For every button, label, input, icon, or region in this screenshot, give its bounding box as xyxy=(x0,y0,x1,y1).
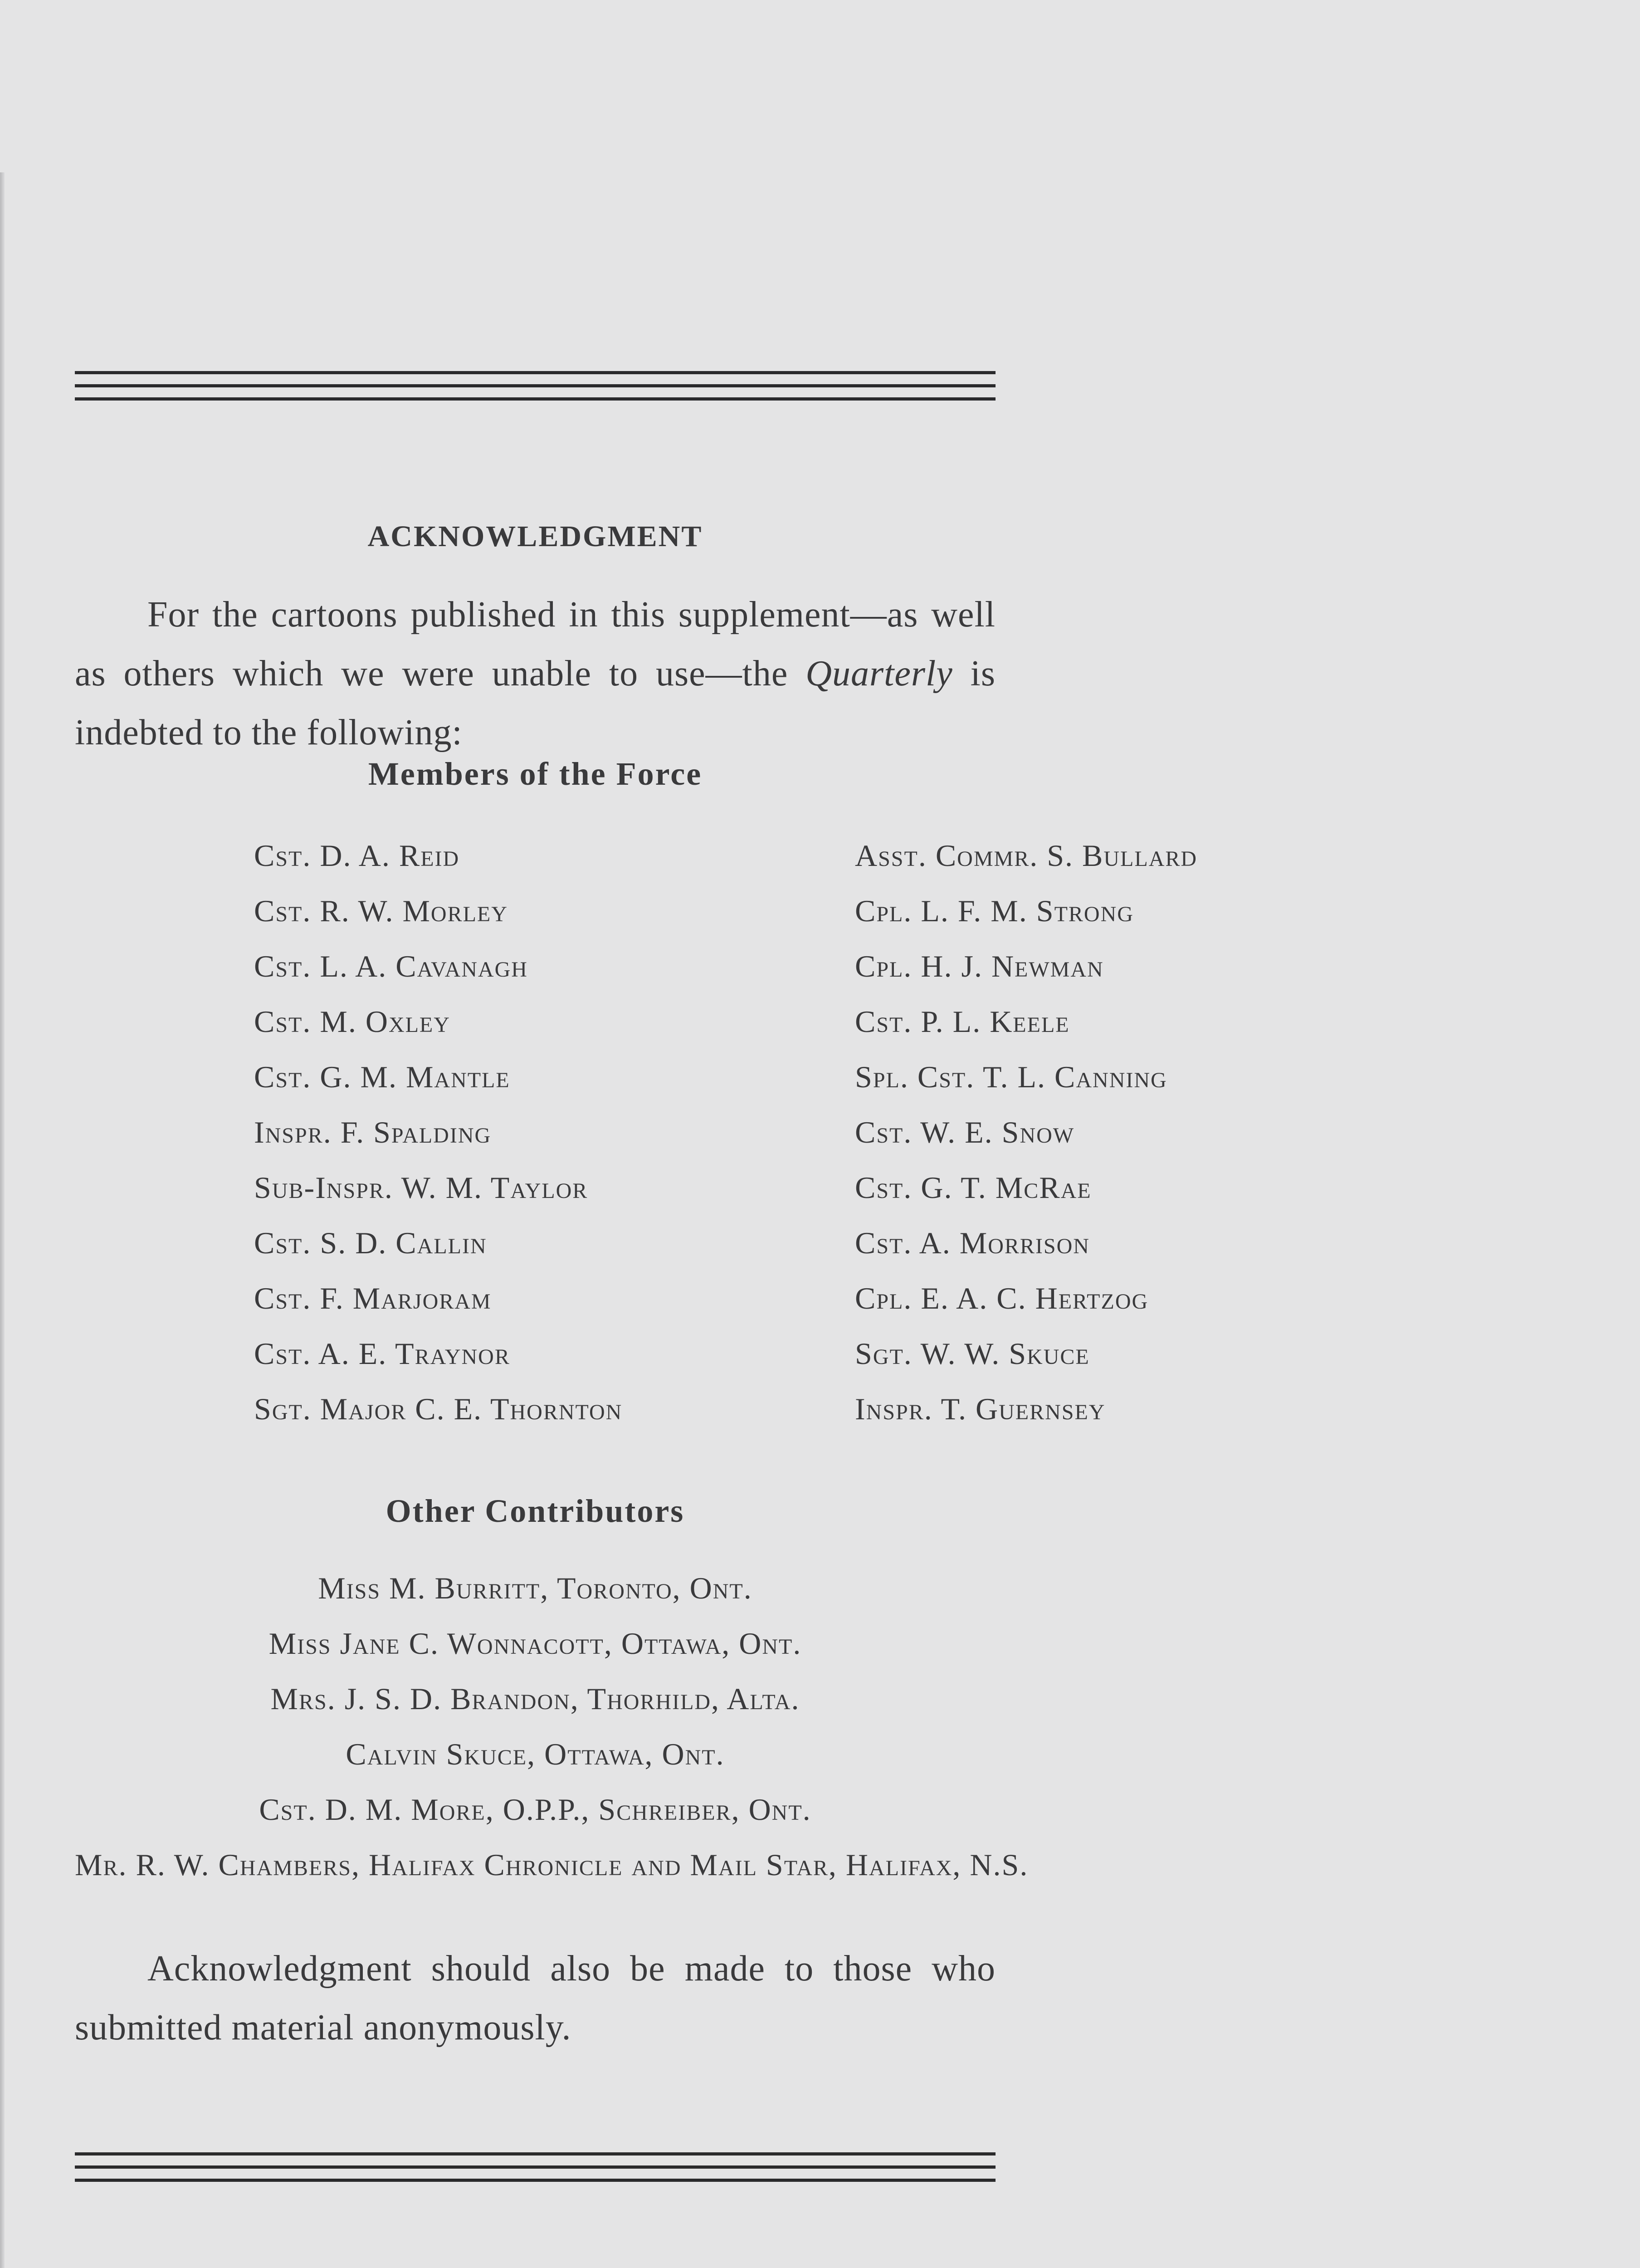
intro-text-after: is indebted to the following: xyxy=(75,654,996,753)
members-section-title: Members of the Force xyxy=(368,756,703,792)
page-heading: ACKNOWLEDGMENT xyxy=(367,520,703,553)
member-entry: Sgt. W. W. Skuce xyxy=(855,1336,1090,1371)
member-entry: Cst. R. W. Morley xyxy=(254,894,508,928)
contributor-entry: Calvin Skuce, Ottawa, Ont. xyxy=(346,1737,725,1771)
member-entry: Sgt. Major C. E. Thornton xyxy=(254,1392,623,1426)
intro-italic-title: Quarterly xyxy=(805,654,953,694)
rule-line xyxy=(75,2152,996,2156)
intro-paragraph xyxy=(75,585,996,762)
member-entry: Cst. W. E. Snow xyxy=(855,1115,1075,1149)
members-left-column xyxy=(254,828,622,1437)
member-entry: Cst. A. E. Traynor xyxy=(254,1336,510,1371)
rule-line xyxy=(75,384,996,387)
member-entry: Asst. Commr. S. Bullard xyxy=(855,838,1198,873)
member-entry: Cst. G. M. Mantle xyxy=(254,1060,510,1094)
contributor-entry: Miss M. Burritt, Toronto, Ont. xyxy=(318,1571,752,1605)
member-entry: Cpl. E. A. C. Hertzog xyxy=(855,1281,1149,1315)
member-entry: Cst. S. D. Callin xyxy=(254,1226,487,1260)
member-entry: Cst. F. Marjoram xyxy=(254,1281,492,1315)
contributor-entry: Cst. D. M. More, O.P.P., Schreiber, Ont. xyxy=(259,1792,811,1827)
rule-line xyxy=(75,371,996,374)
member-entry: Cst. A. Morrison xyxy=(855,1226,1090,1260)
contributor-entry: Mr. R. W. Chambers, Halifax Chronicle and Mail Star, Halifax, N.S. xyxy=(75,1848,1029,1882)
member-entry: Inspr. F. Spalding xyxy=(254,1115,492,1149)
other-contributors-list xyxy=(75,1560,1029,1892)
others-section-title: Other Contributors xyxy=(386,1493,685,1529)
rule-line xyxy=(75,2179,996,2182)
member-entry: Sub-Inspr. W. M. Taylor xyxy=(254,1170,588,1205)
bottom-triple-rule xyxy=(75,2152,996,2192)
member-entry: Cst. M. Oxley xyxy=(254,1004,450,1039)
member-entry: Inspr. T. Guernsey xyxy=(855,1392,1106,1426)
rule-line xyxy=(75,397,996,401)
member-entry: Cpl. H. J. Newman xyxy=(855,949,1104,983)
member-entry: Cst. D. A. Reid xyxy=(254,838,460,873)
members-right-column xyxy=(855,828,1197,1437)
member-entry: Cpl. L. F. M. Strong xyxy=(855,894,1134,928)
member-entry: Cst. L. A. Cavanagh xyxy=(254,949,528,983)
rule-line xyxy=(75,2165,996,2169)
member-entry: Spl. Cst. T. L. Canning xyxy=(855,1060,1167,1094)
page-binding-edge xyxy=(0,172,5,2268)
top-triple-rule xyxy=(75,371,996,411)
contributor-entry: Mrs. J. S. D. Brandon, Thorhild, Alta. xyxy=(270,1681,800,1716)
contributor-entry: Miss Jane C. Wonnacott, Ottawa, Ont. xyxy=(268,1626,802,1661)
member-entry: Cst. G. T. McRae xyxy=(855,1170,1092,1205)
member-entry: Cst. P. L. Keele xyxy=(855,1004,1070,1039)
closing-paragraph: Acknowledgment should also be made to those who submitted material anonymously. xyxy=(75,1949,996,2048)
intro-text-before: For the cartoons published in this supplement—as well as others which we were unable to use—the xyxy=(75,595,996,694)
